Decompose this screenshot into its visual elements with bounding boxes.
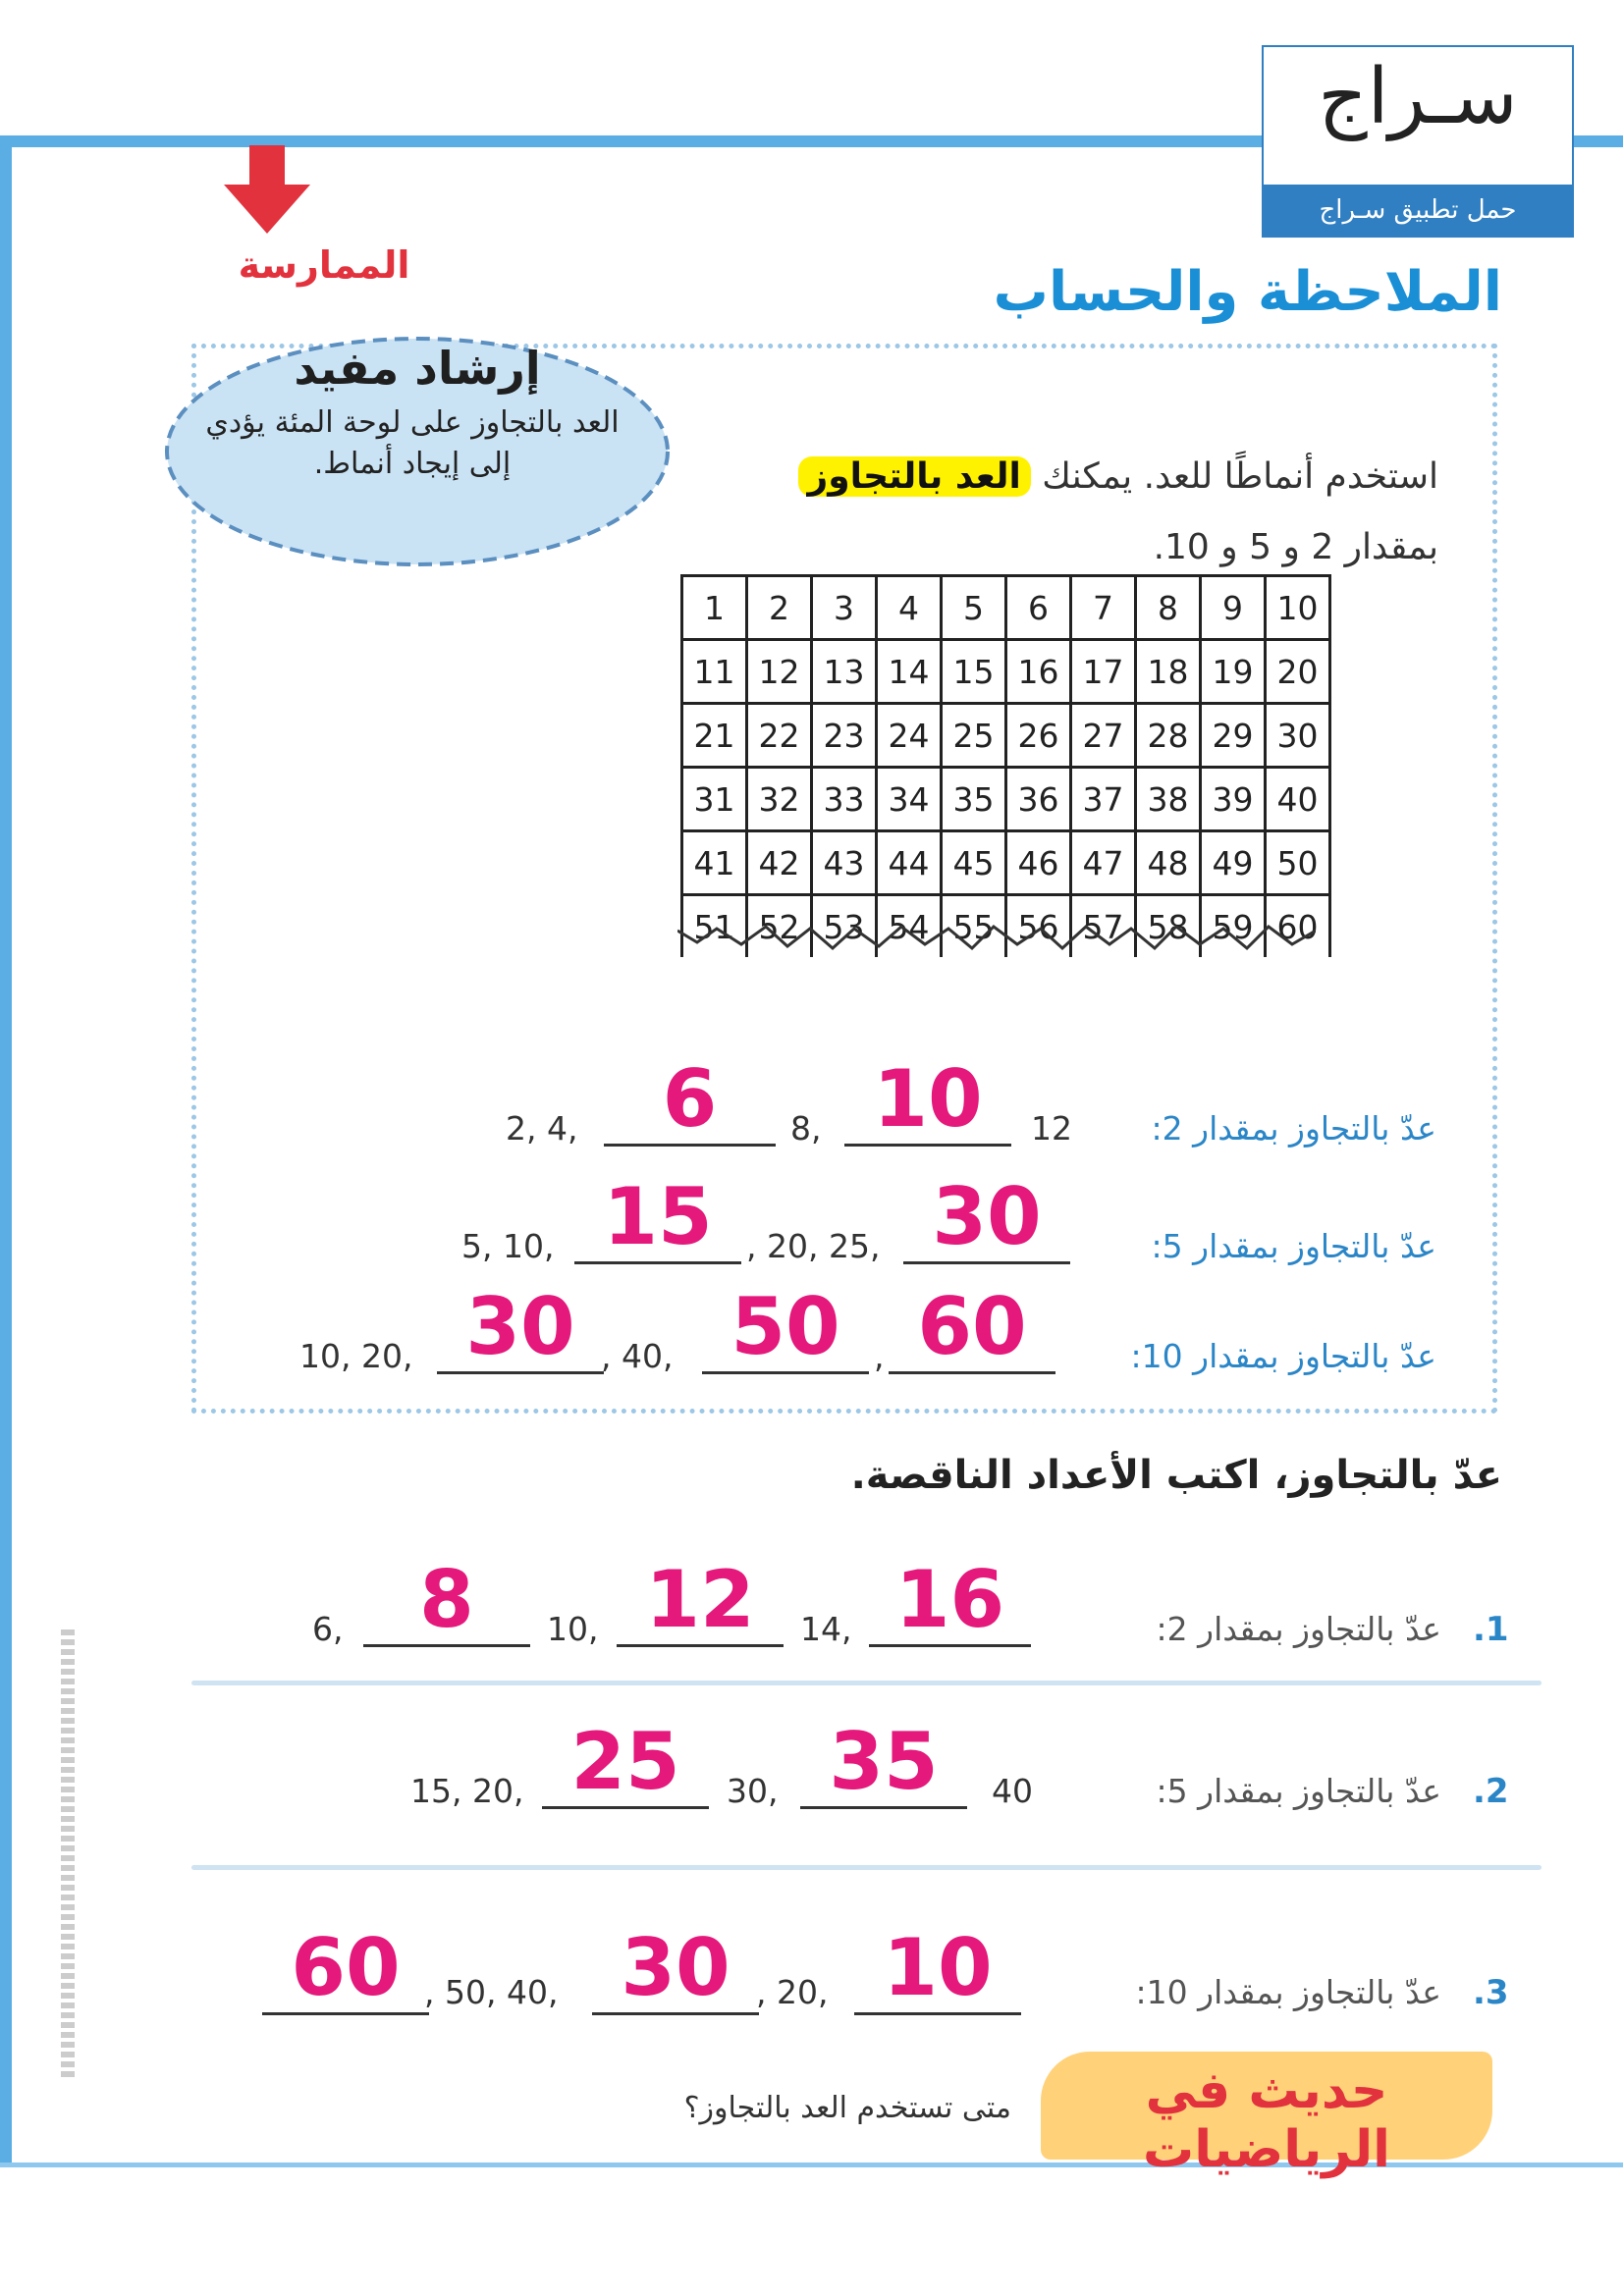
chart-cell: 5 bbox=[942, 576, 1006, 640]
chart-cell: 38 bbox=[1136, 768, 1201, 831]
hint-text: العد بالتجاوز على لوحة المئة يؤدي إلى إيجاد أنماط. bbox=[205, 405, 620, 481]
chart-cell: 32 bbox=[747, 768, 812, 831]
chart-cell: 24 bbox=[877, 704, 942, 768]
chart-cell: 29 bbox=[1201, 704, 1266, 768]
divider bbox=[191, 1865, 1542, 1870]
chart-cell: 59 bbox=[1201, 895, 1266, 958]
chart-cell: 58 bbox=[1136, 895, 1201, 958]
chart-cell: 50 bbox=[1266, 831, 1330, 895]
hint-title: إرشاد مفيد bbox=[294, 342, 541, 395]
chart-cell: 48 bbox=[1136, 831, 1201, 895]
chart-cell: 46 bbox=[1006, 831, 1071, 895]
exercise-1-given-a: 6, bbox=[312, 1610, 344, 1648]
chart-cell: 23 bbox=[812, 704, 877, 768]
chart-cell: 42 bbox=[747, 831, 812, 895]
chart-cell: 6 bbox=[1006, 576, 1071, 640]
exercise-2-answer-a: 25 bbox=[570, 1716, 680, 1807]
chart-cell: 1 bbox=[682, 576, 747, 640]
chart-cell: 34 bbox=[877, 768, 942, 831]
chart-cell: 51 bbox=[682, 895, 747, 958]
example-3-answer-b: 50 bbox=[730, 1281, 840, 1372]
margin-note bbox=[61, 1629, 75, 2081]
down-arrow-icon bbox=[224, 145, 310, 236]
chart-cell: 41 bbox=[682, 831, 747, 895]
chart-row bbox=[682, 831, 1330, 895]
exercise-1-given-b: 10, bbox=[547, 1610, 599, 1648]
chart-cell: 53 bbox=[812, 895, 877, 958]
exercise-1-given-c: 14, bbox=[800, 1610, 852, 1648]
exercise-3-answer-c: 10 bbox=[883, 1922, 993, 2013]
chart-cell: 13 bbox=[812, 640, 877, 704]
chart-cell: 27 bbox=[1071, 704, 1136, 768]
exercise-2-answer-b: 35 bbox=[829, 1716, 939, 1807]
brand-logo[interactable] bbox=[1262, 45, 1574, 238]
chart-cell: 55 bbox=[942, 895, 1006, 958]
practice-label: الممارسة bbox=[238, 243, 410, 287]
chart-row bbox=[682, 576, 1330, 640]
chart-row bbox=[682, 704, 1330, 768]
chart-cell: 12 bbox=[747, 640, 812, 704]
logo-text: سـراج bbox=[1318, 53, 1518, 141]
chart-row bbox=[682, 768, 1330, 831]
example-1-answer-a: 6 bbox=[662, 1053, 718, 1145]
exercise-3-given-b: , 20, bbox=[756, 1973, 829, 2011]
chart-cell: 39 bbox=[1201, 768, 1266, 831]
chart-cell: 54 bbox=[877, 895, 942, 958]
chart-cell: 18 bbox=[1136, 640, 1201, 704]
hundred-chart bbox=[680, 574, 1331, 957]
chart-cell: 3 bbox=[812, 576, 877, 640]
chart-cell: 20 bbox=[1266, 640, 1330, 704]
chart-cell: 40 bbox=[1266, 768, 1330, 831]
talk-question: متى تستخدم العد بالتجاوز؟ bbox=[683, 2091, 1011, 2125]
chart-cell: 28 bbox=[1136, 704, 1201, 768]
exercise-3-label: عدّ بالتجاوز بمقدار 10: bbox=[1135, 1973, 1441, 2011]
chart-cell: 14 bbox=[877, 640, 942, 704]
example-1-answer-b: 10 bbox=[873, 1053, 983, 1145]
chart-cell: 17 bbox=[1071, 640, 1136, 704]
chart-cell: 15 bbox=[942, 640, 1006, 704]
chart-cell: 26 bbox=[1006, 704, 1071, 768]
chart-row bbox=[682, 640, 1330, 704]
chart-cell: 11 bbox=[682, 640, 747, 704]
intro-text bbox=[687, 442, 1438, 583]
exercise-3-answer-b: 30 bbox=[621, 1922, 730, 2013]
chart-cell: 9 bbox=[1201, 576, 1266, 640]
chart-cell: 10 bbox=[1266, 576, 1330, 640]
chart-cell: 25 bbox=[942, 704, 1006, 768]
chart-cell: 31 bbox=[682, 768, 747, 831]
example-3-answer-c: 60 bbox=[917, 1281, 1027, 1372]
chart-cell: 22 bbox=[747, 704, 812, 768]
exercise-2-given-b: 30, bbox=[727, 1772, 779, 1810]
exercise-1-answer-b: 12 bbox=[645, 1554, 755, 1645]
page-frame-left bbox=[0, 135, 12, 2167]
chart-cell: 57 bbox=[1071, 895, 1136, 958]
chart-cell: 45 bbox=[942, 831, 1006, 895]
exercise-3-answer-a: 60 bbox=[291, 1922, 401, 2013]
chart-cell: 35 bbox=[942, 768, 1006, 831]
chart-cell: 49 bbox=[1201, 831, 1266, 895]
divider bbox=[191, 1681, 1542, 1685]
chart-cell: 44 bbox=[877, 831, 942, 895]
chart-cell: 52 bbox=[747, 895, 812, 958]
example-1-given-a: 2, 4, bbox=[506, 1109, 578, 1148]
example-1-label: عدّ بالتجاوز بمقدار 2: bbox=[1151, 1109, 1436, 1148]
example-2-answer-a: 15 bbox=[603, 1171, 713, 1262]
chart-cell: 16 bbox=[1006, 640, 1071, 704]
exercise-2-given-c: 40 bbox=[992, 1772, 1033, 1810]
exercise-2-label: عدّ بالتجاوز بمقدار 5: bbox=[1156, 1772, 1441, 1810]
example-2-given-b: , 20, 25, bbox=[746, 1227, 881, 1265]
exercise-1-answer-a: 8 bbox=[419, 1554, 474, 1645]
logo-tagline: حمل تطبيق سـراج bbox=[1264, 185, 1572, 236]
chart-cell: 19 bbox=[1201, 640, 1266, 704]
talk-title: حديث في الرياضيات bbox=[1142, 2061, 1390, 2179]
exercise-2-given-a: 15, 20, bbox=[410, 1772, 524, 1810]
exercise-1-number: .1 bbox=[1473, 1610, 1509, 1649]
example-3-given-a: 10, 20, bbox=[299, 1337, 413, 1375]
exercise-instruction: عدّ بالتجاوز، اكتب الأعداد الناقصة. bbox=[850, 1453, 1502, 1498]
chart-cell: 30 bbox=[1266, 704, 1330, 768]
example-3-answer-a: 30 bbox=[465, 1281, 575, 1372]
chart-cell: 33 bbox=[812, 768, 877, 831]
skip-count-highlight: العد بالتجاوز bbox=[798, 456, 1031, 497]
chart-cell: 43 bbox=[812, 831, 877, 895]
chart-cell: 8 bbox=[1136, 576, 1201, 640]
exercise-2-number: .2 bbox=[1473, 1772, 1509, 1811]
chart-cell: 21 bbox=[682, 704, 747, 768]
intro-line2: بمقدار 2 و 5 و 10. bbox=[1153, 527, 1438, 567]
example-3-given-b: , 40, bbox=[601, 1337, 674, 1375]
example-1-given-b: 8, bbox=[790, 1109, 822, 1148]
chart-cell: 47 bbox=[1071, 831, 1136, 895]
example-2-label: عدّ بالتجاوز بمقدار 5: bbox=[1151, 1227, 1436, 1265]
chart-cell: 60 bbox=[1266, 895, 1330, 958]
example-2-given-a: 5, 10, bbox=[461, 1227, 555, 1265]
exercise-1-answer-c: 16 bbox=[894, 1554, 1005, 1645]
example-3-label: عدّ بالتجاوز بمقدار 10: bbox=[1130, 1337, 1436, 1375]
exercise-1-label: عدّ بالتجاوز بمقدار 2: bbox=[1156, 1610, 1441, 1648]
intro-line1: استخدم أنماطًا للعد. يمكنك bbox=[1042, 456, 1438, 497]
example-2-answer-b: 30 bbox=[932, 1171, 1042, 1262]
chart-torn-edge bbox=[677, 923, 1316, 962]
chart-cell: 4 bbox=[877, 576, 942, 640]
chart-cell: 56 bbox=[1006, 895, 1071, 958]
chart-cell: 7 bbox=[1071, 576, 1136, 640]
section-title: الملاحظة والحساب bbox=[993, 260, 1502, 324]
chart-cell: 37 bbox=[1071, 768, 1136, 831]
exercise-3-given-a: , 50, 40, bbox=[424, 1973, 559, 2011]
exercise-3-number: .3 bbox=[1473, 1973, 1509, 2012]
chart-cell: 36 bbox=[1006, 768, 1071, 831]
chart-cell: 2 bbox=[747, 576, 812, 640]
example-1-given-c: 12 bbox=[1031, 1109, 1072, 1148]
example-3-given-c: , bbox=[874, 1337, 885, 1375]
